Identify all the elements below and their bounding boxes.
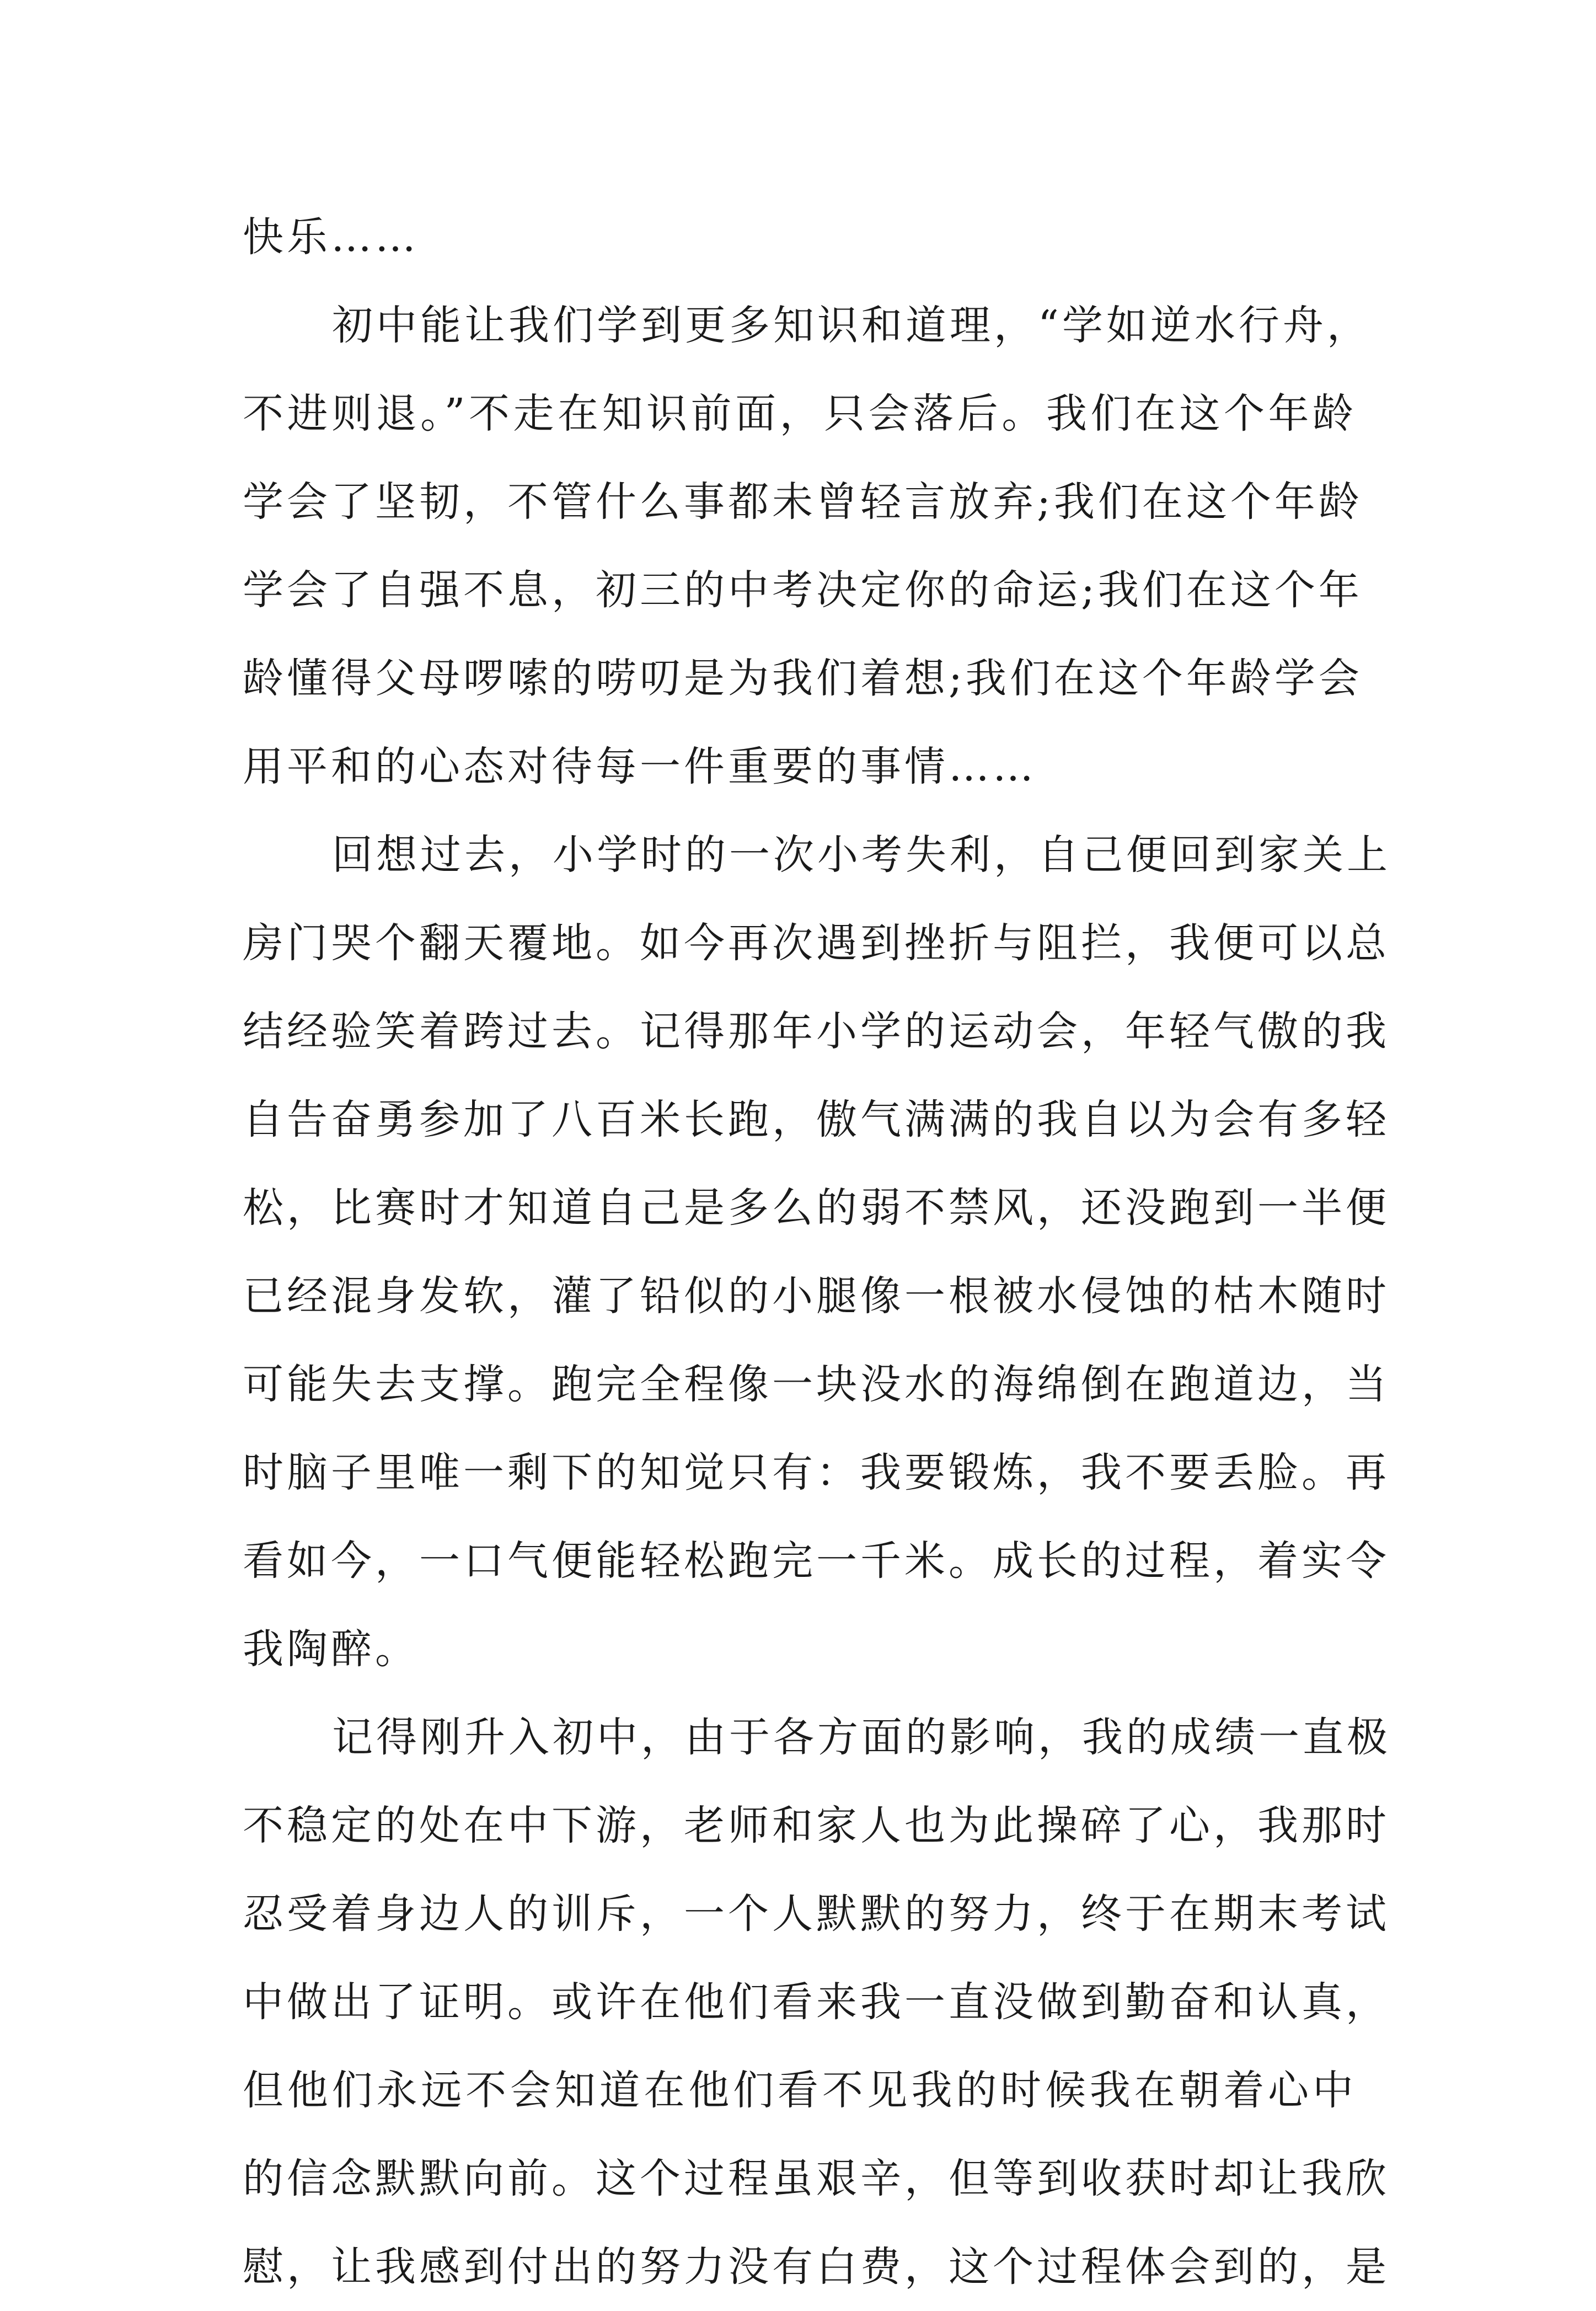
text-line: 结经验笑着跨过去。记得那年小学的运动会，年轻气傲的我 — [243, 1008, 1390, 1055]
text-line: 中做出了证明。或许在他们看来我一直没做到勤奋和认真， — [243, 1978, 1390, 2026]
text-line: 松，比赛时才知道自己是多么的弱不禁风，还没跑到一半便 — [243, 1184, 1390, 1232]
text-line: 快乐…… — [243, 213, 419, 261]
text-line: 我陶醉。 — [243, 1625, 419, 1673]
text-line: 学会了坚韧，不管什么事都未曾轻言放弃;我们在这个年龄 — [243, 478, 1363, 526]
text-line: 已经混身发软，灌了铅似的小腿像一根被水侵蚀的枯木随时 — [243, 1272, 1390, 1320]
text-line: 用平和的心态对待每一件重要的事情…… — [243, 743, 1037, 790]
body-text — [243, 193, 1391, 2311]
text-line: 房门哭个翻天覆地。如今再次遇到挫折与阻拦，我便可以总 — [243, 919, 1390, 967]
text-line: 但他们永远不会知道在他们看不见我的时候我在朝着心中 — [243, 2067, 1357, 2114]
text-line: 龄懂得父母啰嗦的唠叨是为我们着想;我们在这个年龄学会 — [243, 655, 1363, 702]
text-line: 慰，让我感到付出的努力没有白费，这个过程体会到的，是 — [243, 2243, 1390, 2291]
text-line: 不进则退。”不走在知识前面，只会落后。我们在这个年龄 — [243, 390, 1357, 437]
text-line: 不稳定的处在中下游，老师和家人也为此操碎了心，我那时 — [243, 1802, 1390, 1849]
text-line: 自告奋勇参加了八百米长跑，傲气满满的我自以为会有多轻 — [243, 1096, 1390, 1143]
text-line: 可能失去支撑。跑完全程像一块没水的海绵倒在跑道边，当 — [243, 1361, 1390, 1408]
text-line: 看如今，一口气便能轻松跑完一千米。成长的过程，着实令 — [243, 1537, 1390, 1585]
paragraph-first-line: 记得刚升入初中，由于各方面的影响，我的成绩一直极 — [332, 1714, 1391, 1761]
text-line: 时脑子里唯一剩下的知觉只有：我要锻炼，我不要丢脸。再 — [243, 1449, 1390, 1496]
text-line: 忍受着身边人的训斥，一个人默默的努力，终于在期末考试 — [243, 1890, 1390, 1938]
paragraph-first-line: 初中能让我们学到更多知识和道理，“学如逆水行舟， — [332, 302, 1371, 349]
text-line: 学会了自强不息，初三的中考决定你的命运;我们在这个年 — [243, 566, 1363, 614]
paragraph-first-line: 回想过去，小学时的一次小考失利，自己便回到家关上 — [332, 831, 1391, 879]
text-line: 的信念默默向前。这个过程虽艰辛，但等到收获时却让我欣 — [243, 2155, 1390, 2202]
